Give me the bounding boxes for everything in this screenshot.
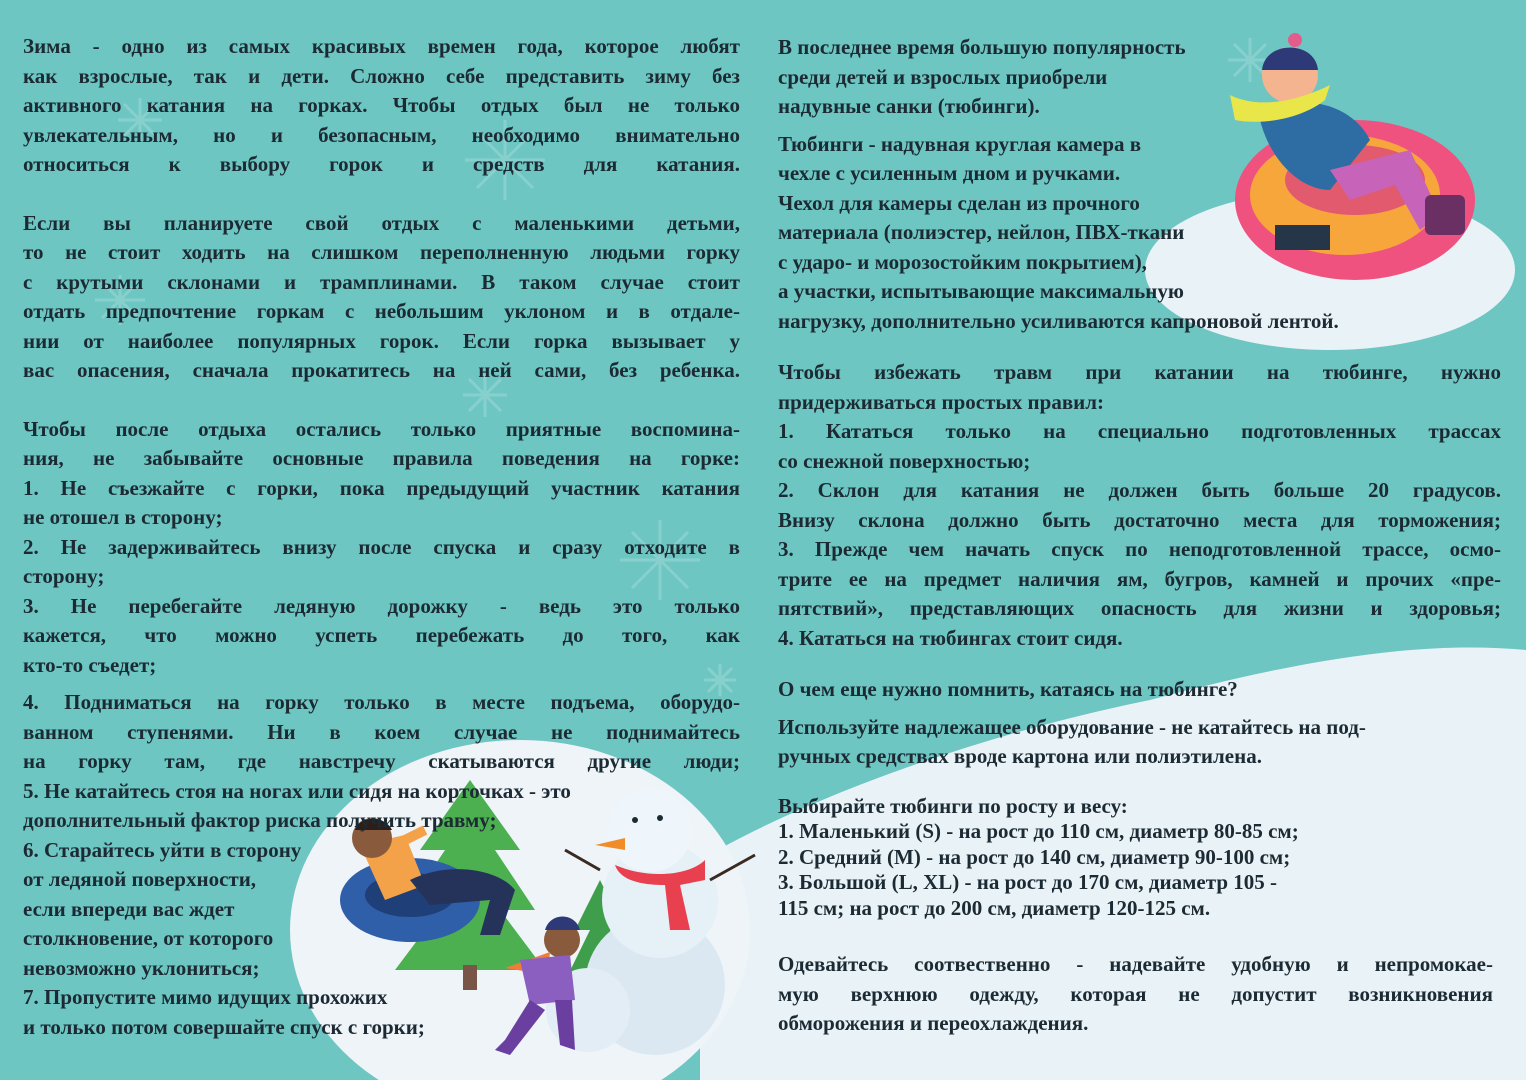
text-line: Чтобы после отдыха остались только приятные воспомина- <box>23 416 740 441</box>
text-line: Если вы планируете свой отдых с маленькими детьми, <box>23 210 740 235</box>
text-line: придерживаться простых правил: <box>778 389 1105 414</box>
text-line: 2. Средний (M) - на рост до 140 см, диаметр 90-100 см; <box>778 844 1291 869</box>
text-line: с ударо- и морозостойким покрытием), <box>778 249 1147 274</box>
rule-6 <box>23 836 740 984</box>
rules-paragraph <box>23 415 740 681</box>
text-line: Чехол для камеры сделан из прочного <box>778 190 1140 215</box>
text-line: мую верхнюю одежду, которая не допустит возникновения <box>778 981 1493 1006</box>
text-line: с крутыми склонами и трамплинами. В таком случае стоит <box>23 269 740 294</box>
tubing-description <box>778 130 1501 337</box>
text-line: ния, не забывайте основные правила поведения на горке: <box>23 446 740 470</box>
text-line: Выбирайте тюбинги по росту и весу: <box>778 793 1128 818</box>
left-column <box>23 32 740 1042</box>
text-line: чехле с усиленным дном и ручками. <box>778 161 1121 185</box>
text-line: дополнительный фактор риска получить травму; <box>23 808 497 832</box>
text-line: 1. Кататься только на специально подготовленных трассах <box>778 419 1501 443</box>
children-paragraph <box>23 209 740 386</box>
tubing-intro <box>778 33 1501 122</box>
text-line: от ледяной поверхности, <box>23 867 257 891</box>
rule-4 <box>23 688 740 777</box>
text-line: 3. Прежде чем начать спуск по неподготовленной трассе, осмо- <box>778 537 1501 561</box>
text-line: 7. Пропустите мимо идущих прохожих <box>23 985 388 1009</box>
rule-7 <box>23 983 740 1042</box>
text-line: столкновение, от которого <box>23 926 274 950</box>
text-line: Внизу склона должно быть достаточно места для торможения; <box>778 507 1501 532</box>
text-line: 2. Склон для катания не должен быть больше 20 градусов. <box>778 478 1501 502</box>
text-line: нагрузку, дополнительно усиливаются капроновой лентой. <box>778 308 1339 333</box>
sizes-paragraph <box>778 794 1501 922</box>
text-line: на горку там, где навстречу скатываются другие люди; <box>23 749 740 773</box>
text-line: обморожения и переохлаждения. <box>778 1011 1089 1035</box>
rule-5 <box>23 777 740 836</box>
tubing-rules <box>778 358 1501 653</box>
text-line: увлекательным, но и безопасным, необходимо внимательно <box>23 122 740 147</box>
text-line: ванном ступенями. Ни в коем случае не поднимайтесь <box>23 719 740 744</box>
text-line: то не стоит ходить на слишком переполненную людьми горку <box>23 240 740 264</box>
text-line: если впереди вас ждет <box>23 896 235 921</box>
text-line: ручных средствах вроде картона или полиэтилена. <box>778 744 1262 768</box>
text-line: 6. Старайтесь уйти в сторону <box>23 837 302 862</box>
text-line: 4. Подниматься на горку только в месте подъема, оборудо- <box>23 690 740 714</box>
text-line: как взрослые, так и дети. Сложно себе представить зиму без <box>23 63 740 88</box>
clothing-paragraph <box>778 950 1493 1039</box>
text-line: пятствий», представляющих опасность для жизни и здоровья; <box>778 596 1501 620</box>
text-line: невозможно уклониться; <box>23 955 260 980</box>
text-line: 1. Не съезжайте с горки, пока предыдущий участник катания <box>23 475 740 500</box>
text-line: Используйте надлежащее оборудование - не катайтесь на под- <box>778 714 1366 739</box>
text-line: активного катания на горках. Чтобы отдых был не только <box>23 93 740 117</box>
text-line: нии от наиболее популярных горок. Если горка вызывает у <box>23 328 740 353</box>
text-line: В последнее время большую популярность <box>778 35 1186 59</box>
text-line: Тюбинги - надувная круглая камера в <box>778 131 1142 156</box>
text-line: 3. Большой (L, XL) - на рост до 170 см, диаметр 105 - <box>778 870 1277 894</box>
text-line: материала (полиэстер, нейлон, ПВХ-ткани <box>778 220 1185 244</box>
intro-paragraph <box>23 32 740 180</box>
remember-heading: О чем еще нужно помнить, катаясь на тюбинге? <box>778 677 1238 701</box>
text-line: Чтобы избежать травм при катании на тюбинге, нужно <box>778 360 1501 384</box>
text-line: среди детей и взрослых приобрели <box>778 64 1108 89</box>
text-line: кто-то съедет; <box>23 652 157 677</box>
text-line: не отошел в сторону; <box>23 505 223 529</box>
text-line: вас опасения, сначала прокатитесь на ней сами, без ребенка. <box>23 358 740 382</box>
text-line: со снежной поверхностью; <box>778 448 1031 473</box>
text-line: надувные санки (тюбинги). <box>778 94 1040 118</box>
text-line: 3. Не перебегайте ледяную дорожку - ведь это только <box>23 593 740 618</box>
text-line: и только потом совершайте спуск с горки; <box>23 1014 425 1039</box>
text-line: 4. Кататься на тюбингах стоит сидя. <box>778 625 1123 650</box>
text-line: 115 см; на рост до 200 см, диаметр 120-125 см. <box>778 895 1211 920</box>
right-column <box>778 33 1501 1039</box>
text-line: Зима - одно из самых красивых времен года, которое любят <box>23 34 740 58</box>
text-line: относиться к выбору горок и средств для катания. <box>23 152 740 176</box>
text-line: отдать предпочтение горкам с небольшим уклоном и в отдале- <box>23 299 740 323</box>
text-line: 5. Не катайтесь стоя на ногах или сидя на корточках - это <box>23 778 571 803</box>
text-line: 1. Маленький (S) - на рост до 110 см, диаметр 80-85 см; <box>778 819 1299 843</box>
text-line: Одевайтесь соотвественно - надевайте удобную и непромокае- <box>778 952 1493 976</box>
text-line: кажется, что можно успеть перебежать до того, как <box>23 623 740 647</box>
text-line: сторону; <box>23 564 105 588</box>
text-line: 2. Не задерживайтесь внизу после спуска и сразу отходите в <box>23 534 740 559</box>
text-line: а участки, испытывающие максимальную <box>778 279 1184 303</box>
equipment-paragraph <box>778 713 1501 772</box>
text-line: трите ее на предмет наличия ям, бугров, камней и прочих «пре- <box>778 566 1501 591</box>
